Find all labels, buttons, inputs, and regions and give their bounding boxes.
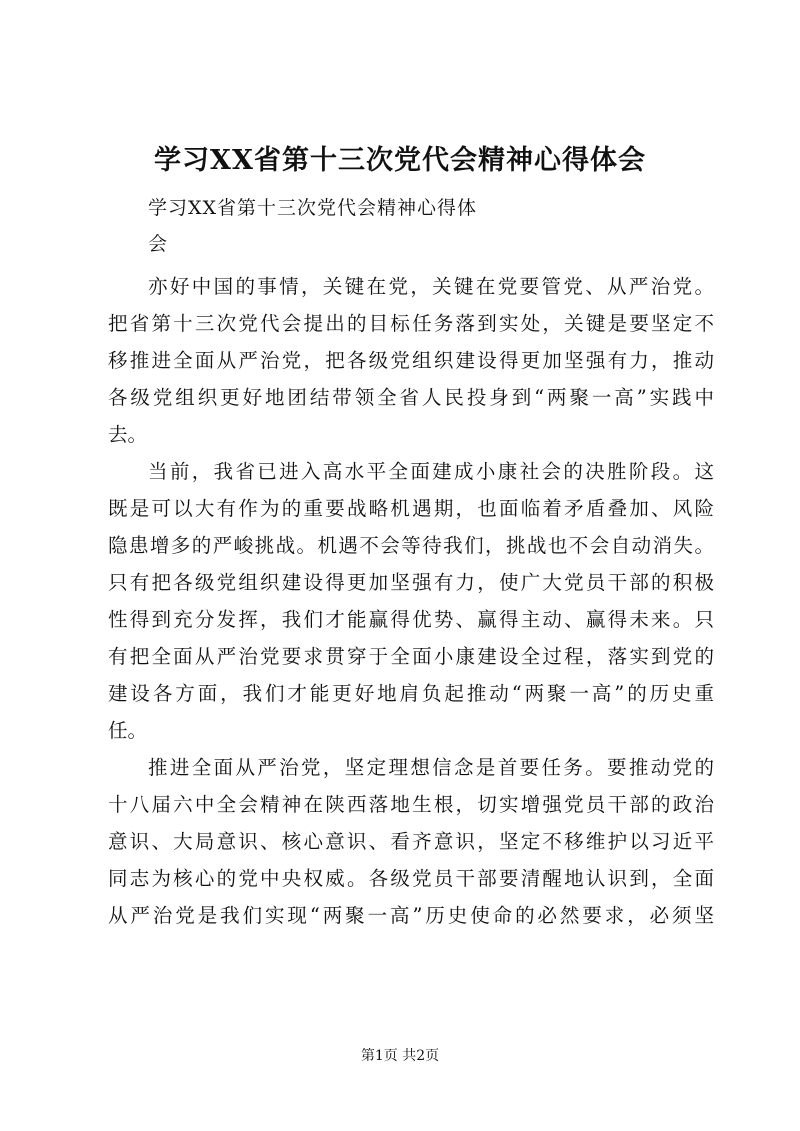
paragraph-line: 建设各方面，我们才能更好地肩负起推动“两聚一高”的历史重 <box>108 682 714 705</box>
paragraph-line: 隐患增多的严峻挑战。机遇不会等待我们，挑战也不会自动消失。 <box>108 534 714 557</box>
paragraph-line: 当前，我省已进入高水平全面建成小康社会的决胜阶段。这 <box>148 460 714 483</box>
paragraph-line: 各级党组织更好地团结带领全省人民投身到“两聚一高”实践中 <box>108 386 714 409</box>
paragraph-line: 推进全面从严治党，坚定理想信念是首要任务。要推动党的 <box>148 756 714 779</box>
page-footer: 第1页 共2页 <box>360 1048 440 1064</box>
paragraph-line: 任。 <box>108 719 148 742</box>
paragraph-3 <box>108 749 714 934</box>
paragraph-line: 从严治党是我们实现“两聚一高”历史使命的必然要求，必须坚 <box>108 904 714 927</box>
paragraph-2 <box>108 453 714 749</box>
paragraph-line: 同志为核心的党中央权威。各级党员干部要清醒地认识到，全面 <box>108 867 714 890</box>
paragraph-line: 十八届六中全会精神在陕西落地生根，切实增强党员干部的政治 <box>108 793 714 816</box>
paragraph-line: 把省第十三次党代会提出的目标任务落到实处，关键是要坚定不 <box>108 312 714 335</box>
paragraph-line: 亦好中国的事情，关键在党，关键在党要管党、从严治党。 <box>148 275 714 298</box>
paragraph-line: 性得到充分发挥，我们才能赢得优势、赢得主动、赢得未来。只 <box>108 608 714 631</box>
paragraph-line: 只有把各级党组织建设得更加坚强有力，使广大党员干部的积极 <box>108 571 714 594</box>
paragraph-line: 意识、大局意识、核心意识、看齐意识，坚定不移维护以习近平 <box>108 830 714 853</box>
page-title: 学习XX省第十三次党代会精神心得体会 <box>154 145 646 176</box>
paragraph-line: 有把全面从严治党要求贯穿于全面小康建设全过程，落实到党的 <box>108 645 714 668</box>
paragraph-line: 移推进全面从严治党，把各级党组织建设得更加坚强有力，推动 <box>108 349 714 372</box>
subtitle-line-2: 会 <box>148 233 169 255</box>
body-text <box>108 268 714 934</box>
paragraph-line: 既是可以大有作为的重要战略机遇期，也面临着矛盾叠加、风险 <box>108 497 714 520</box>
paragraph-1 <box>108 268 714 453</box>
paragraph-line: 去。 <box>108 423 148 446</box>
subtitle-line-1: 学习XX省第十三次党代会精神心得体 <box>148 197 478 219</box>
